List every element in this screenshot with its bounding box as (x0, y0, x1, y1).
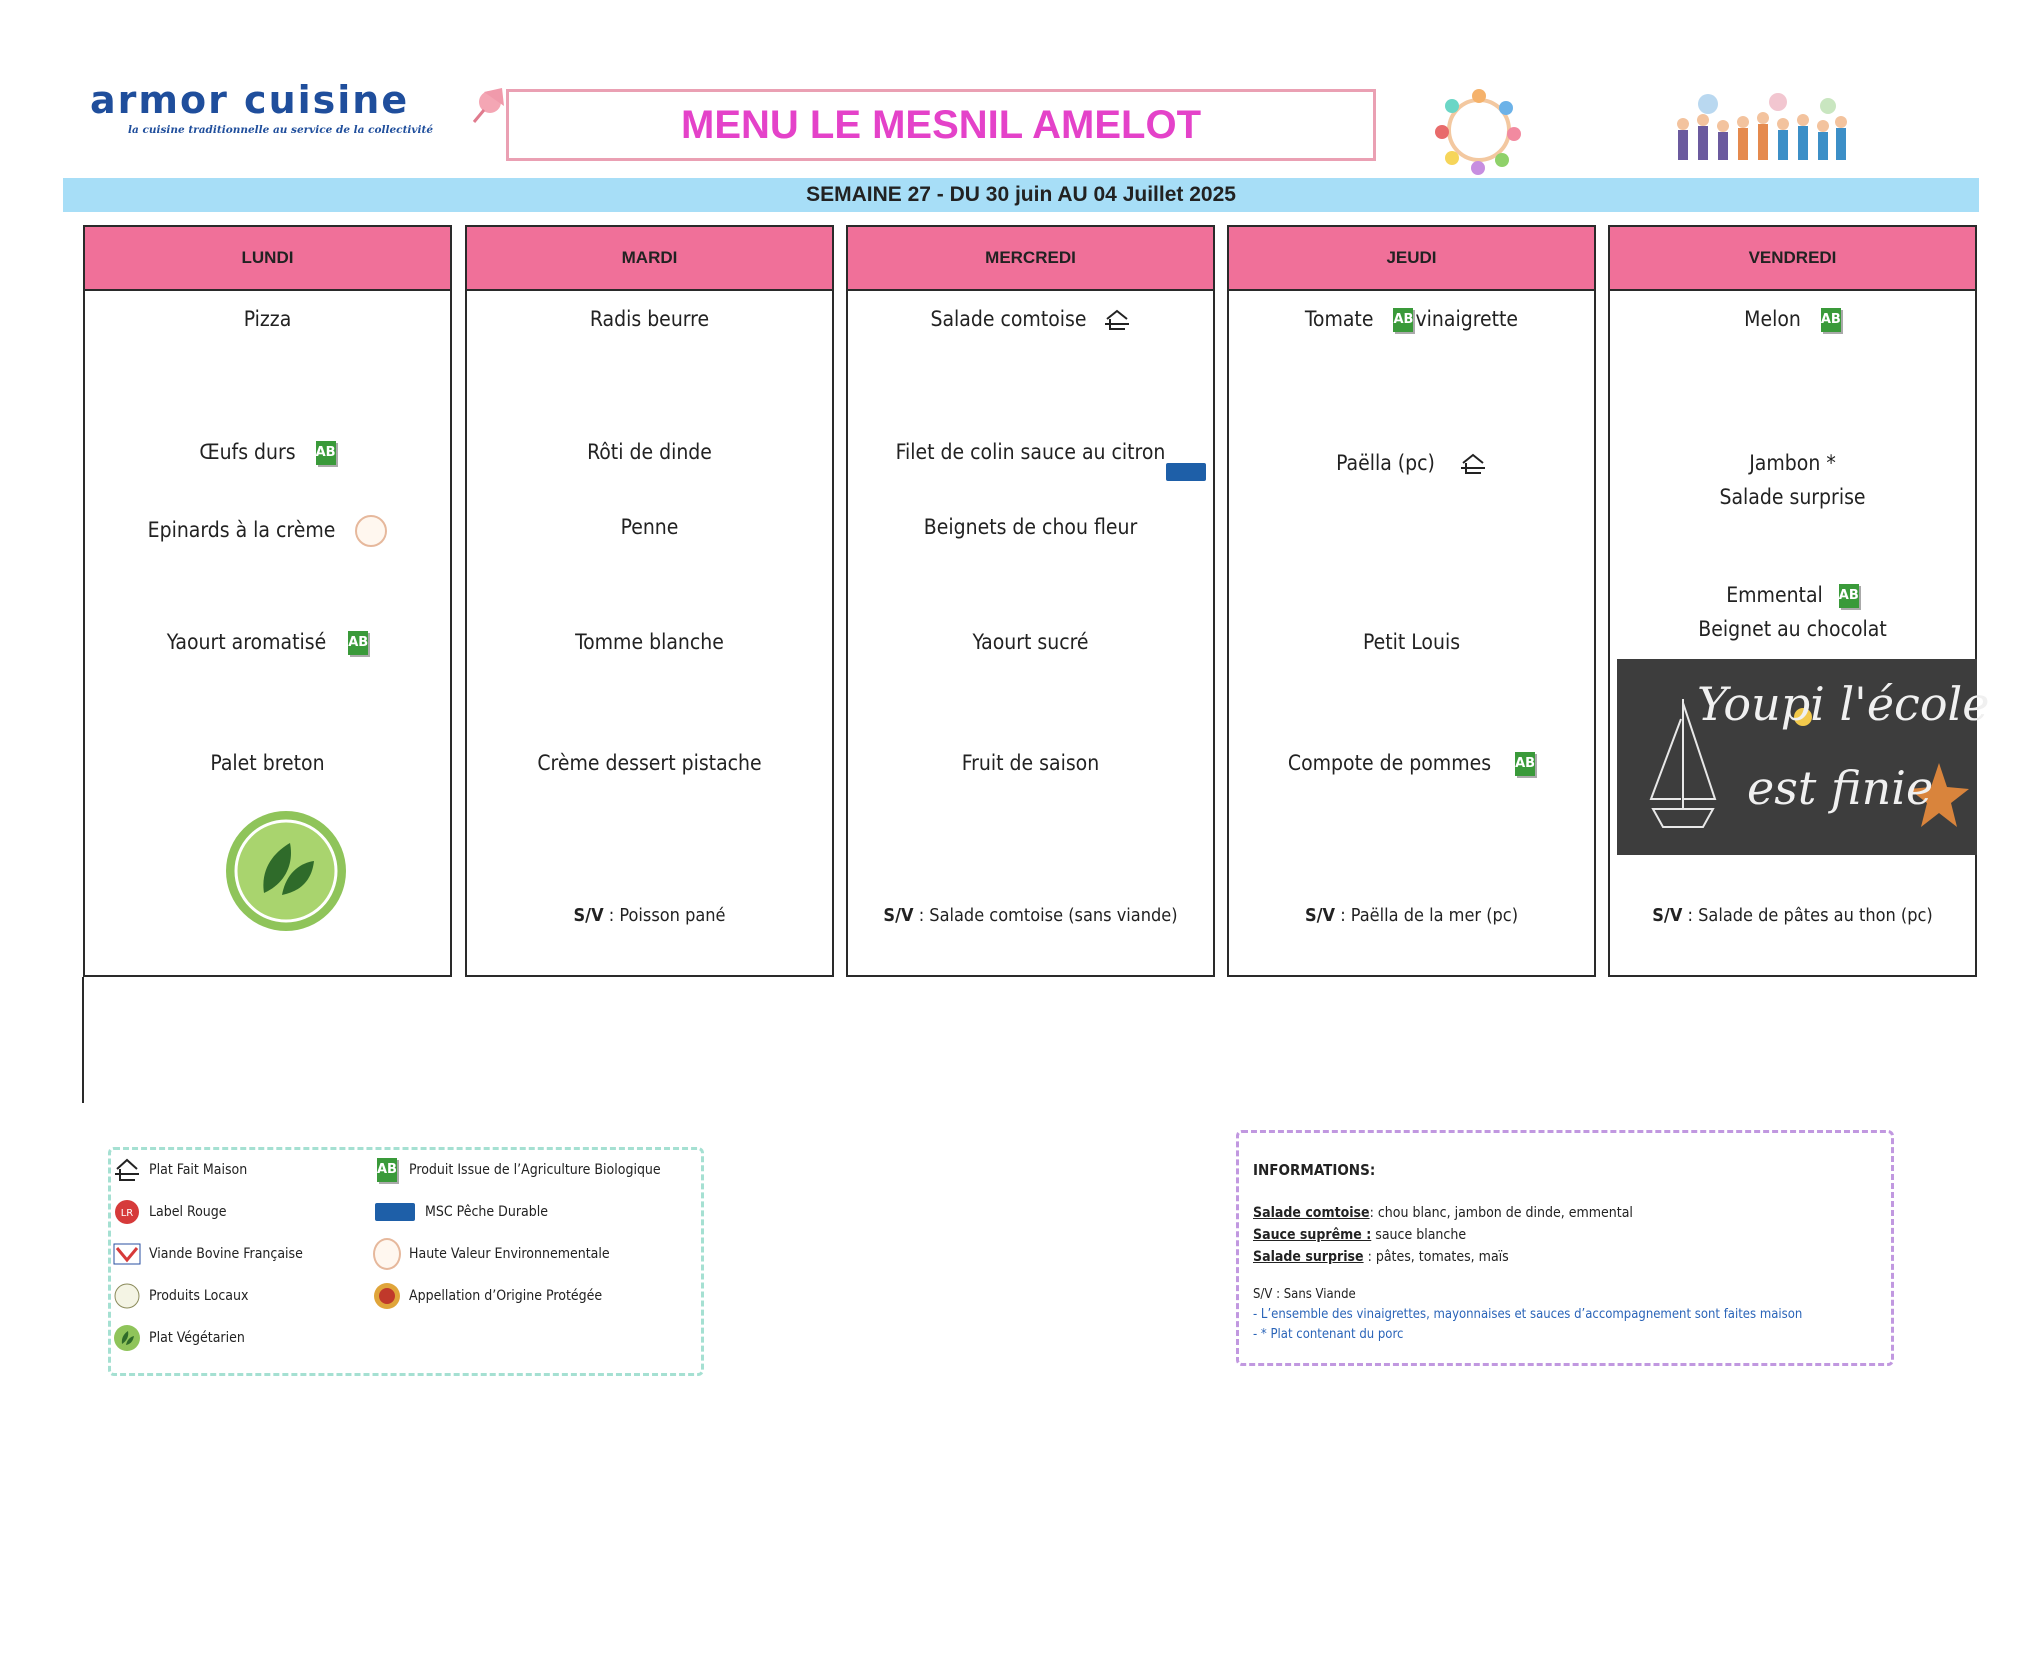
day-header: MARDI (467, 227, 832, 291)
sv-alternative (1610, 905, 1975, 926)
menu-item-row (1610, 583, 1975, 608)
sv-label: S/V (1652, 905, 1683, 926)
legend-label: Produits Locaux (149, 1288, 249, 1304)
chalkboard-image (1617, 659, 1990, 855)
house-icon (1459, 453, 1487, 475)
hve-icon (373, 1240, 401, 1268)
vbf-icon (113, 1240, 141, 1268)
legend-item (113, 1282, 248, 1310)
chalk-text-line1: Youpi l'école (1697, 677, 1990, 731)
legend-label: Plat Végétarien (149, 1330, 245, 1346)
info-title: INFORMATIONS: (1253, 1161, 1376, 1179)
day-column-lundi (83, 225, 452, 977)
logo-tagline: la cuisine traditionnelle au service de la collectivité (128, 124, 434, 136)
menu-item: Yaourt aromatisé (166, 630, 327, 654)
organic-ab-icon: AB (1393, 308, 1413, 332)
info-term: Salade surprise (1253, 1249, 1364, 1265)
info-note: - L’ensemble des vinaigrettes, mayonnaises et sauces d’accompagnement sont faites maison (1253, 1307, 1803, 1322)
menu-item: Melon (1744, 307, 1801, 331)
vegetarian-icon (113, 1324, 141, 1352)
info-term: Salade comtoise (1253, 1205, 1370, 1221)
day-header: LUNDI (85, 227, 450, 291)
menu-title-box (506, 89, 1376, 161)
legend-box (108, 1147, 704, 1376)
logo-name: armor cuisine (90, 78, 410, 122)
sv-alternative (848, 905, 1213, 926)
organic-ab-icon: AB (1515, 752, 1535, 776)
menu-item: Paëlla (pc) (1336, 451, 1435, 475)
menu-item-row (1229, 751, 1594, 776)
legend-label: Plat Fait Maison (149, 1162, 248, 1178)
info-note: - * Plat contenant du porc (1253, 1327, 1404, 1342)
page-title: MENU LE MESNIL AMELOT (681, 102, 1201, 147)
menu-item-row (848, 307, 1213, 331)
organic-ab-icon: AB (373, 1156, 401, 1184)
menu-item: Pizza (243, 307, 292, 331)
aop-icon (373, 1282, 401, 1310)
info-box (1236, 1130, 1894, 1366)
legend-item (373, 1282, 602, 1310)
legend-label: Produit Issue de l’Agriculture Biologique (409, 1162, 661, 1178)
msc-icon (1166, 463, 1206, 481)
week-label: SEMAINE 27 - DU 30 juin AU 04 Juillet 2025 (806, 183, 1236, 206)
menu-item: Compote de pommes (1287, 751, 1492, 775)
sv-note: S/V : Sans Viande (1253, 1287, 1356, 1302)
menu-item: Radis beurre (589, 307, 710, 331)
day-column-mardi (465, 225, 834, 977)
house-icon (113, 1156, 141, 1184)
menu-item: Crème dessert pistache (537, 751, 762, 775)
menu-item: Epinards à la crème (147, 518, 336, 542)
legend-label: MSC Pêche Durable (425, 1204, 548, 1220)
info-line: Salade surprise : pâtes, tomates, maïs (1253, 1249, 1509, 1265)
menu-item: Beignets de chou fleur (923, 515, 1138, 539)
day-column-mercredi (846, 225, 1215, 977)
menu-item: Tomme blanche (575, 630, 724, 654)
organic-ab-icon: AB (316, 441, 336, 465)
menu-item: Salade surprise (1719, 485, 1866, 509)
menu-item: Jambon * (1749, 451, 1836, 475)
sv-text: : Salade comtoise (sans viande) (913, 905, 1178, 926)
local-products-icon (113, 1282, 141, 1310)
menu-item: Tomate (1304, 307, 1374, 331)
legend-label: Haute Valeur Environnementale (409, 1246, 610, 1262)
menu-item: Filet de colin sauce au citron (895, 440, 1166, 464)
menu-item: Salade comtoise (930, 307, 1087, 331)
menu-item-row (1229, 451, 1594, 475)
svg-text:LR: LR (120, 1208, 134, 1219)
legend-item (113, 1324, 245, 1352)
hve-icon (355, 515, 387, 547)
sv-text: : Paëlla de la mer (pc) (1335, 905, 1519, 926)
day-column-jeudi (1227, 225, 1596, 977)
legend-label: Appellation d’Origine Protégée (409, 1288, 603, 1304)
vegetarian-icon (224, 809, 348, 933)
week-bar (63, 178, 1979, 212)
menu-item: Petit Louis (1362, 630, 1461, 654)
legend-item (113, 1156, 247, 1184)
legend-item (373, 1156, 661, 1184)
day-column-vendredi (1608, 225, 1977, 977)
menu-item: Rôti de dinde (587, 440, 712, 464)
menu-item: vinaigrette (1415, 307, 1519, 331)
day-header: JEUDI (1229, 227, 1594, 291)
divider (82, 977, 84, 1103)
legend-label: Viande Bovine Française (149, 1246, 303, 1262)
sv-alternative (467, 905, 832, 926)
info-line: Sauce suprême : sauce blanche (1253, 1227, 1467, 1243)
menu-item: Palet breton (210, 751, 325, 775)
organic-ab-icon: AB (1839, 584, 1859, 608)
sv-label: S/V (883, 905, 914, 926)
msc-icon (373, 1198, 417, 1226)
kids-group-illustration (1668, 90, 1852, 170)
sv-text: : Salade de pâtes au thon (pc) (1682, 905, 1933, 926)
menu-item: Yaourt sucré (972, 630, 1089, 654)
legend-item (113, 1198, 227, 1226)
label-rouge-icon (113, 1198, 141, 1226)
menu-item: Beignet au chocolat (1698, 617, 1887, 641)
menu-item-row (85, 440, 450, 465)
menu-item-row (1610, 307, 1975, 332)
menu-item: Œufs durs (199, 440, 296, 464)
day-header: VENDREDI (1610, 227, 1975, 291)
legend-item (373, 1198, 548, 1226)
menu-item-row (1229, 307, 1594, 332)
legend-item (373, 1240, 610, 1268)
day-header: MERCREDI (848, 227, 1213, 291)
chalk-text-line2: est finie (1747, 761, 1934, 815)
menu-item: Penne (620, 515, 679, 539)
kids-circle-illustration (1428, 84, 1530, 176)
menu-item: Emmental (1726, 583, 1823, 607)
sv-label: S/V (573, 905, 604, 926)
sv-text: : Poisson pané (603, 905, 726, 926)
sv-label: S/V (1304, 905, 1336, 926)
info-term: Sauce suprême : (1253, 1227, 1372, 1243)
menu-item-row (85, 630, 450, 655)
house-icon (1103, 309, 1131, 331)
sv-alternative (1229, 905, 1594, 926)
organic-ab-icon: AB (1821, 308, 1841, 332)
legend-item (113, 1240, 303, 1268)
organic-ab-icon: AB (348, 631, 368, 655)
legend-label: Label Rouge (149, 1204, 227, 1220)
info-line: Salade comtoise: chou blanc, jambon de dinde, emmental (1253, 1205, 1633, 1221)
menu-item: Fruit de saison (961, 751, 1100, 775)
menu-item-row (85, 515, 450, 547)
